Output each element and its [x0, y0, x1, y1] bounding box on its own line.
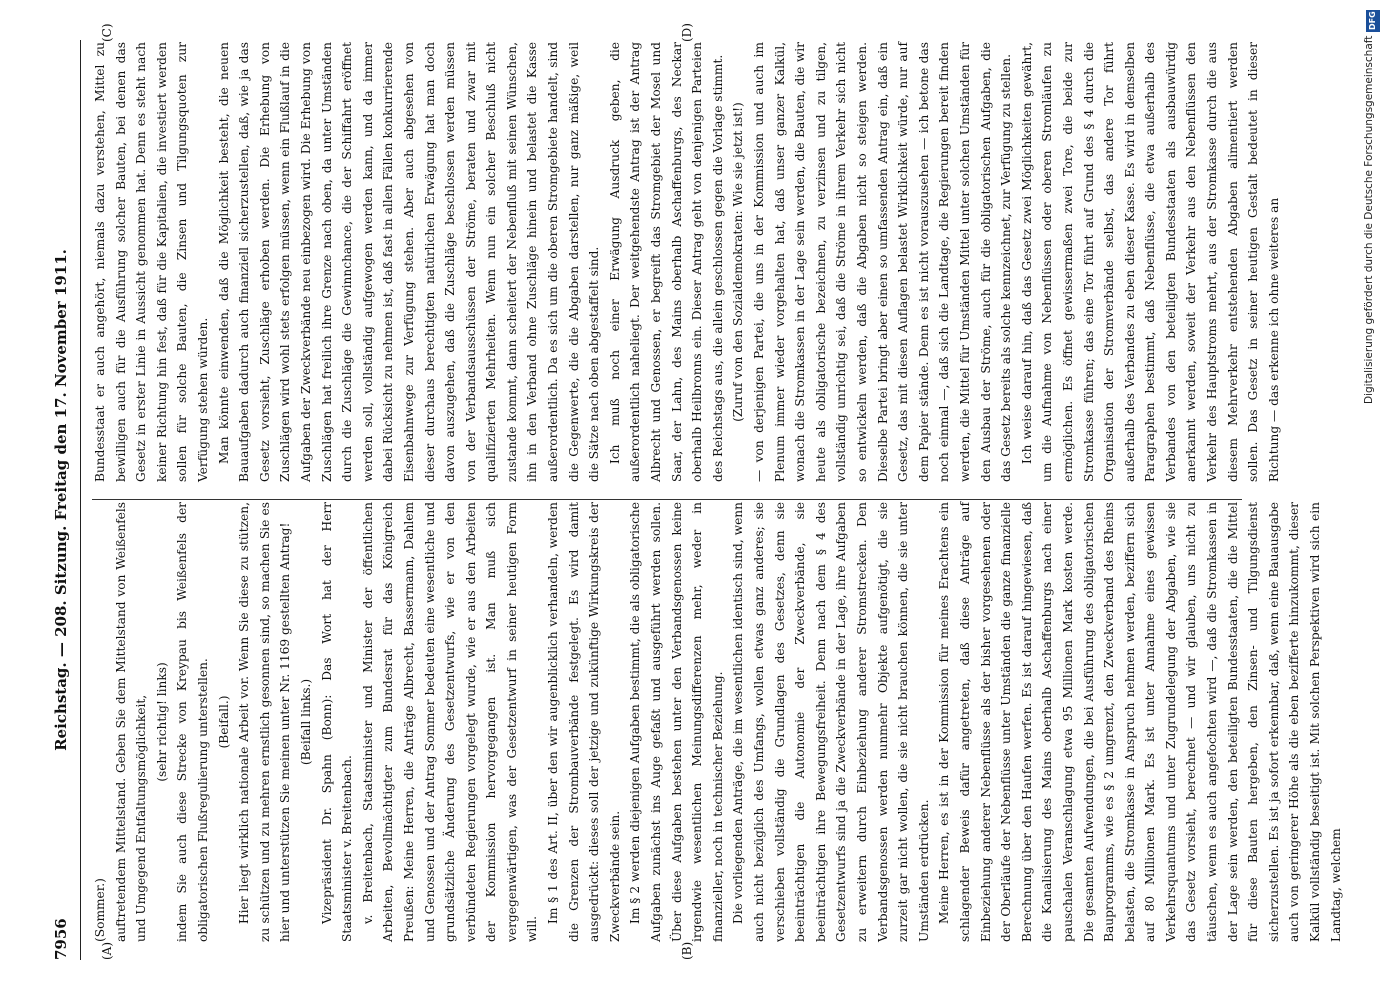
page-number: 7956 — [52, 918, 70, 960]
paragraph: — von derjenigen Partei, die uns in der Kommission und auch im Plenum immer wieder vorgehalten hat, daß unser ganzer Kalkül, wonach die Stromkassen in der Lage sein werden, die Bauten, die wir heute als obligatorische bezeichnen, zu verzinsen und zu tilgen, vollständig unrichtig sei, daß die Ströme in ihrem Verkehr sich nicht so entwickeln werden, daß die Abgaben nicht so steigen werden. Dieselbe Partei bringt aber einen so umfassenden Antrag ein, daß ein Gesetz, das mit diesen Auflagen belastet Wirklichkeit würde, nur auf dem Papier stände. Denn es ist nicht vorauszusehen — ich betone das noch einmal —, daß sich die Landtage, die Regierungen bereit finden werden, die Mittel für Umständen Mittel unter solchen Umständen für den Ausbau der Ströme, auch für die obligatorischen Aufgaben, die das Gesetz bereits als solche kennzeichnet, zur Verfügung zu stellen. — [752, 42, 1014, 482]
column-rule — [92, 499, 1242, 500]
paragraph: auftretendem Mittelstand. Geben Sie dem Mittelstand von Weißenfels und Umgegend Entfaltungsmöglichkeit, — [113, 502, 149, 942]
paragraph: Hier liegt wirklich nationale Arbeit vor. Wenn Sie diese zu stützen, zu schützen und zu mehren ernstlich gesonnen sind, so machen Sie es hier und unterstützen Sie meinen unter Nr. 1169 gestellten Antrag! — [237, 502, 293, 942]
paragraph: (Sommer.) — [93, 878, 107, 942]
paragraph: Im § 1 des Art. II, über den wir augenblicklich verhandeln, werden die Grenzen der Strombauverbände festgelegt. Es wird damit ausgedrückt: dieses soll der jetzige und zukünftige Wirkungskreis der Zweckverbände sein. — [546, 502, 622, 942]
header-rule — [80, 40, 81, 960]
paragraph: Meine Herren, es ist in der Kommission für meines Erachtens ein schlagender Beweis dafür angetreten, daß diese Anträge auf Einbeziehung anderer Nebenflüsse als der bisher vorgesehenen oder der Oberläufe der Nebenflüsse unter Umständen die ganze finanzielle Berechnung über den Haufen werfen. Es ist darauf hingewiesen, daß die Kanalisierung des Mains oberhalb Aschaffenburgs nach einer pauschalen Veranschlagung etwa 95 Millionen Mark kosten werde. Die gesamten Aufwendungen, die bei Ausführung des obligatorischen Bauprogramms, wie es § 2 umgrenzt, den Zweckverband des Rheins belasten, die Stromkasse in Anspruch nehmen werden, beziffern sich auf 80 Millionen Mark. Es ist unter Annahme eines gewissen Verkehrsquantums und unter Zugrundelegung der Abgaben, wie sie das Gesetz vorsieht, berechnet — und wir glauben, uns nicht zu täuschen, wenn es auch angefochten wird —, daß die Stromkassen in der Lage sein werden, den beteiligten Bundesstaaten, die die Mittel für diese Bauten hergeben, den Zinsen- und Tilgungsdienst sicherzustellen. Es ist ja sofort erkennbar, daß, wenn eine Bauausgabe auch von geringerer Höhe als die eben bezifferte hinzukommt, dieser Kalkül vollständig beseitigt ist. Mit solchen Perspektiven wird sich ein Landtag, welchem — [937, 502, 1343, 942]
speaker-intro: Vizepräsident Dr. Spahn (Bonn): Das Wort hat der Herr Staatsminister v. Breitenbach. — [319, 502, 355, 942]
left-column — [90, 502, 1343, 942]
paragraph: Ich muß noch einer Erwägung Ausdruck geben, die außerordentlich naheliegt. Der weitgehendste Antrag ist der Antrag Albrecht und Genossen, er begreift das Stromgebiet der Mosel und Saar, der Lahn, des Mains oberhalb Aschaffenburgs, des Neckar oberhalb Heilbronns ein. Dieser Antrag geht von denjenigen Parteien des Reichstags aus, die allein geschlossen gegen die Vorlage stimmt. — [607, 42, 725, 482]
paragraph: Bundesstaat er auch angehört, niemals dazu verstehen, Mittel zu bewilligen auch für die Ausführung solcher Bauten, bei denen das Gesetz in erster Linie in Aussicht genommen hat. Denn es steht nach keiner Richtung hin fest, daß für die Kapitalien, die investiert werden sollen für solche Bauten, die Zinsen und Tilgungsquoten zur Verfügung stehen würden. — [93, 42, 210, 482]
paragraph: Im § 2 werden diejenigen Aufgaben bestimmt, die als obligatorische Aufgaben zunächst ins Auge gefaßt und ausgeführt werden sollen. Über diese Aufgaben bestehen unter den Verbandsgenossen keine irgendwie wesentlichen Meinungsdifferenzen mehr, weder in finanzieller, noch in technischer Beziehung. — [628, 502, 725, 942]
right-column — [90, 42, 1281, 482]
paragraph: v. Breitenbach, Staatsminister und Minister der öffentlichen Arbeiten, Bevollmächtigter zum Bundesrat für das Königreich Preußen: Meine Herren, die Anträge Albrecht, Bassermann, Dahlem und Genossen und der Antrag Sommer bedeuten eine wesentliche und grundsätzliche Änderung des Gesetzentwurfs, wie er von den verbündeten Regierungen vorgelegt wurde, wie er aus den Arbeiten der Kommission hervorgegangen ist. Man muß sich vergegenwärtigen, was der Gesetzentwurf in seiner heutigen Form will. — [360, 502, 540, 942]
paragraph: Man könnte einwenden, daß die Möglichkeit besteht, die neuen Bauaufgaben dadurch auch finanziell sicherzustellen, daß, wie ja das Gesetz vorsieht, Zuschläge erhoben werden. Die Erhebung von Zuschlägen wird wohl stets erfolgen müssen, wenn ein Flußlauf in die Aufgaben der Zweckverbände neu einbezogen wird. Die Erhebung von Zuschlägen hat freilich ihre Grenze nach oben, da unter Umständen durch die Zuschläge die Gewinnchance, die der Schiffahrt eröffnet werden soll, vollständig aufgewogen werden kann, und da immer dabei Rücksicht zu nehmen ist, daß fast in allen Fällen konkurrierende Eisenbahnwege zur Verfügung stehen. Aber auch abgesehen von dieser durchaus berechtigten natürlichen Erwägung hat man doch davon auszugehen, daß die Zuschläge beschlossen werden müssen von der Verbandsausschüssen der Ströme, beraten und zwar mit qualifizierten Mehrheiten. Wenn nun ein solcher Beschluß nicht zustande kommt, dann scheitert der Nebenfluß mit seinen Wünschen, ihn in den Verband ohne Zuschläge hinein und belastet die Kasse außerordentlich. Da es sich um die oberen Stromgebiete handelt, sind die Gegenwerte, die die Abgaben darstellen, nur ganz mäßige, weil die Sätze nach oben abgestaffelt sind. — [216, 42, 602, 482]
interjection: (Beifall.) — [216, 695, 231, 749]
paragraph: Ich weise darauf hin, daß das Gesetz zwei Möglichkeiten gewährt, um die Aufnahme von Nebenflüssen oder oberen Stromläufen zu ermöglichen. Es öffnet gewissermaßen zwei Tore, die beide zur Stromkasse führen; das eine Tor führt auf Grund des § 4 durch die Organisation der Stromverbände selbst, das andere Tor führt außerhalb des Verbandes zu eben dieser Kasse. Es wird in demselben Paragraphen bestimmt, daß Nebenflüsse, die etwa außerhalb des Verbandes von den beteiligten Bundesstaaten als ausbauwürdig anerkannt werden, soweit der Verkehr aus den Nebenflüssen den Verkehr des Hauptstroms mehrt, aus der Stromkasse durch die aus diesem Mehrverkehr entstehenden Abgaben alimentiert werden sollen. Das Gesetz in seiner heutigen Gestalt bedeutet in dieser Richtung — das erkenne ich ohne weiteres an — [1019, 42, 1281, 482]
margin-marker-a: (A) — [100, 941, 114, 960]
page-header — [52, 40, 76, 960]
dfg-logo: DFG — [1366, 10, 1380, 32]
interjection: (sehr richtig! links) — [154, 662, 169, 782]
interjection: (Beifall links.) — [298, 678, 313, 766]
running-head: Reichstag. — 208. Sitzung. Freitag den 17. November 1911. — [52, 249, 70, 751]
paragraph: Die vorliegenden Anträge, die im wesentlichen identisch sind, wenn auch nicht bezüglich des Umfangs, wollen etwas ganz anderes; sie verschieben vollständig die Grundlagen des Gesetzes, denn sie beeinträchtigen die Autonomie der Zweckverbände, sie beeinträchtigen ihre Bewegungsfreiheit. Denn nach dem § 4 des Gesetzentwurfs sind ja die Zweckverbände in der Lage, ihre Aufgaben zu erweitern durch Einbeziehung anderer Stromstrecken. Den Verbandsgenossen werden nunmehr Objekte aufgenötigt, die sie zurzeit gar nicht wollen, die sie nicht brauchen können, die sie unter Umständen erdrücken. — [731, 502, 931, 942]
digitization-credit: Digitalisierung gefördert durch die Deutsche Forschungsgemeinschaft — [1363, 36, 1375, 405]
margin-marker-d: (D) — [680, 23, 694, 42]
interjection: (Zuruf von den Sozialdemokraten: Wie sie jetzt ist!) — [731, 102, 746, 422]
margin-marker-c: (C) — [100, 23, 114, 42]
paragraph: indem Sie auch diese Strecke von Kreypau bis Weißenfels der obligatorischen Flußregulierung unterstellen. — [175, 502, 210, 942]
margin-marker-b: (B) — [680, 941, 694, 960]
